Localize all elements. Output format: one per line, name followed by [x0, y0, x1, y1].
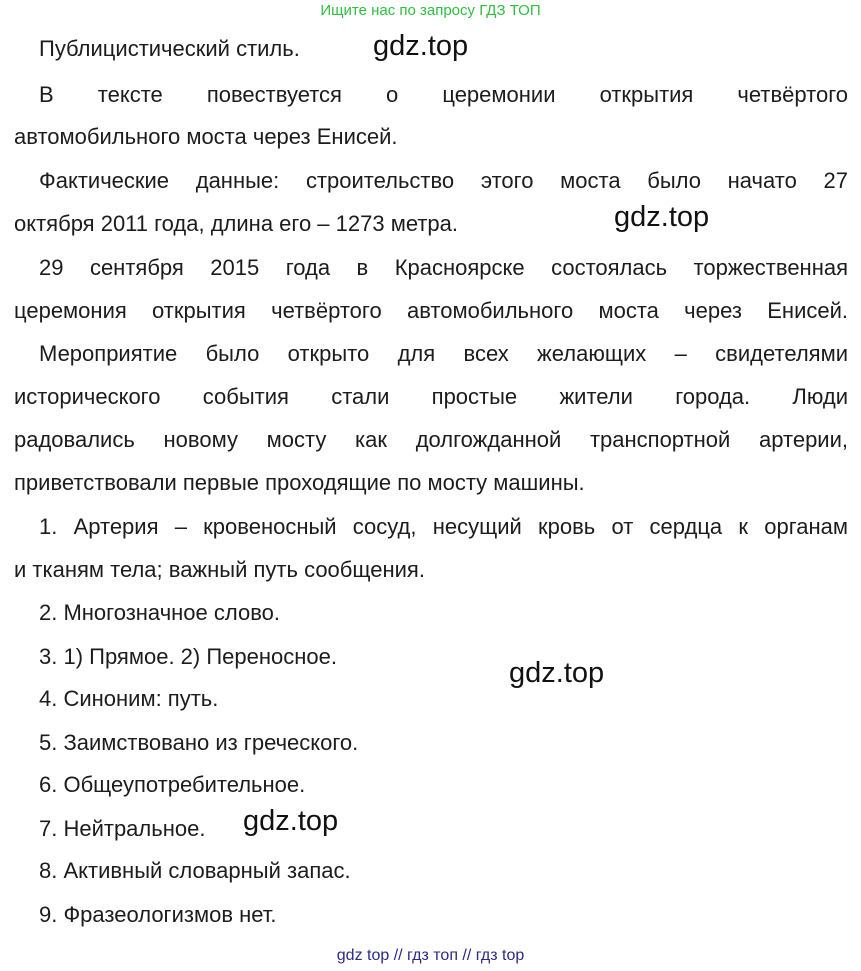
answer-9: 9. Фразеологизмов нет.	[39, 902, 277, 927]
answer-1-line-2: и тканям тела; важный путь сообщения.	[14, 557, 425, 582]
watermark: gdz.top	[373, 30, 469, 62]
paragraph-event-line-1: 29 сентября 2015 года в Красноярске состоялась торжественная	[39, 255, 848, 280]
paragraph-theme-line-2: автомобильного моста через Енисей.	[14, 124, 398, 149]
answer-4: 4. Синоним: путь.	[39, 686, 219, 711]
paragraph-description-line-4: приветствовали первые проходящие по мосту машины.	[14, 470, 585, 495]
answer-1-line-1: 1. Артерия – кровеносный сосуд, несущий кровь от сердца к органам	[39, 514, 848, 539]
answer-8: 8. Активный словарный запас.	[39, 858, 351, 883]
watermark: gdz.top	[509, 657, 605, 689]
answer-2: 2. Многозначное слово.	[39, 600, 280, 625]
paragraph-facts-line-1: Фактические данные: строительство этого моста было начато 27	[39, 168, 848, 193]
paragraph-theme-line-1: В тексте повествуется о церемонии открытия четвёртого	[39, 82, 848, 107]
footer-links[interactable]: gdz top // гдз топ // гдз top	[336, 947, 525, 964]
paragraph-facts-line-2: октября 2011 года, длина его – 1273 метра.	[14, 211, 458, 236]
paragraph-description-line-2: исторического события стали простые жители города. Люди	[14, 384, 848, 409]
answer-5: 5. Заимствовано из греческого.	[39, 730, 359, 755]
watermark: gdz.top	[614, 201, 710, 233]
answer-3: 3. 1) Прямое. 2) Переносное.	[39, 644, 337, 669]
answer-7: 7. Нейтральное.	[39, 816, 206, 841]
paragraph-style: Публицистический стиль.	[39, 36, 300, 61]
paragraph-description-line-3: радовались новому мосту как долгожданной транспортной артерии,	[14, 427, 848, 452]
paragraph-event-line-2: церемония открытия четвёртого автомобильного моста через Енисей.	[14, 298, 848, 323]
top-banner[interactable]: Ищите нас по запросу ГДЗ ТОП	[320, 2, 541, 19]
watermark: gdz.top	[243, 805, 339, 837]
paragraph-description-line-1: Мероприятие было открыто для всех желающих – свидетелями	[39, 341, 848, 366]
answer-6: 6. Общеупотребительное.	[39, 772, 306, 797]
